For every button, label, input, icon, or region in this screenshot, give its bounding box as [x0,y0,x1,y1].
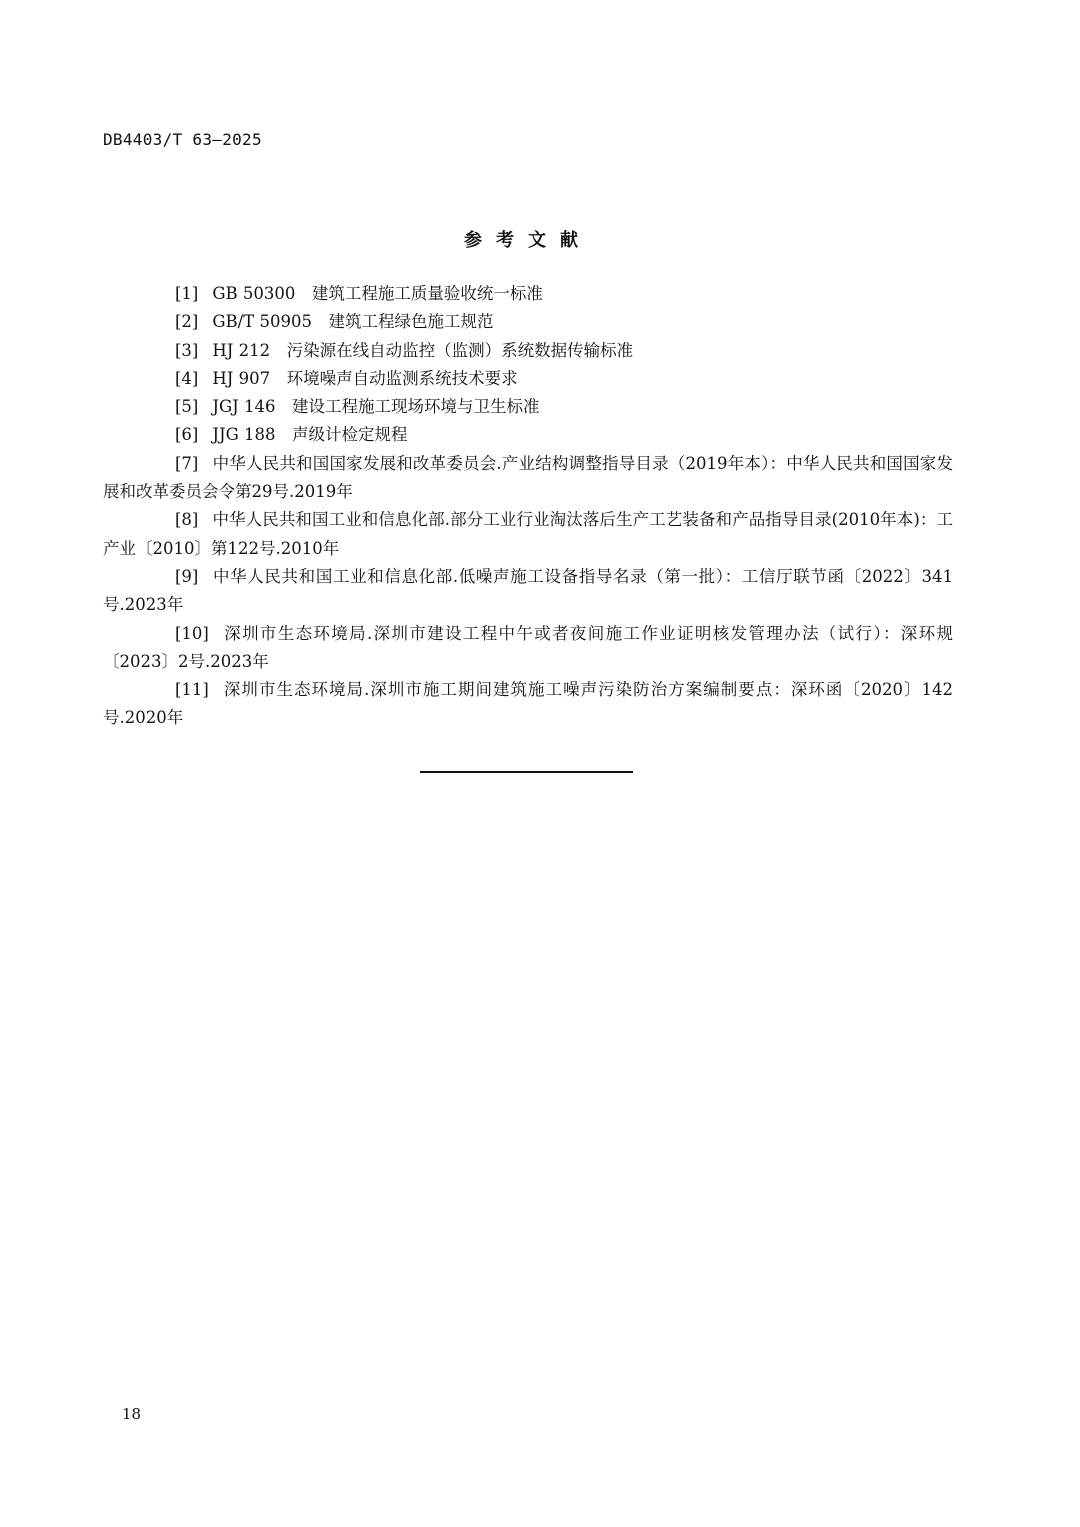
end-rule-divider [420,771,633,773]
reference-item [103,620,953,677]
reference-item [103,506,953,563]
reference-item [103,365,953,393]
reference-text: 中华人民共和国工业和信息化部.低噪声施工设备指导名录（第一批）：工信厅联节函〔2022〕341号.2023年 [103,566,953,615]
reference-text: 中华人民共和国国家发展和改革委员会.产业结构调整指导目录（2019年本）：中华人民共和国国家发展和改革委员会令第29号.2019年 [103,453,953,502]
reference-text: 深圳市生态环境局.深圳市建设工程中午或者夜间施工作业证明核发管理办法（试行）：深环规〔2023〕2号.2023年 [103,623,953,671]
reference-number: [4] [175,368,199,388]
reference-item [103,280,953,308]
reference-number: [5] [175,397,199,417]
reference-number: [9] [175,566,199,586]
reference-item [103,676,953,733]
reference-item [103,450,953,507]
reference-item [103,337,953,365]
standard-number: DB4403/T 63—2025 [103,130,262,149]
reference-text: HJ 907 环境噪声自动监测系统技术要求 [212,368,518,388]
reference-item [103,393,953,421]
reference-number: [8] [175,510,199,530]
reference-number: [6] [175,425,199,445]
reference-text: HJ 212 污染源在线自动监控（监测）系统数据传输标准 [212,340,634,360]
reference-number: [7] [175,453,199,473]
reference-item [103,421,953,449]
page-number: 18 [122,1405,142,1423]
reference-text: 深圳市生态环境局.深圳市施工期间建筑施工噪声污染防治方案编制要点：深环函〔2020〕142号.2020年 [103,680,953,728]
reference-text: GB 50300 建筑工程施工质量验收统一标准 [212,284,543,303]
reference-item [103,308,953,336]
reference-number: [1] [175,284,199,303]
reference-text: GB/T 50905 建筑工程绿色施工规范 [212,312,494,332]
reference-number: [10] [175,623,209,643]
reference-text: 中华人民共和国工业和信息化部.部分工业行业淘汰落后生产工艺装备和产品指导目录(2010年本)：工产业〔2010〕第122号.2010年 [103,510,953,558]
reference-text: JJG 188 声级计检定规程 [212,425,408,445]
reference-number: [11] [175,680,209,700]
reference-number: [3] [175,340,199,360]
reference-number: [2] [175,312,199,332]
section-title: 参考文献 [464,230,592,251]
reference-list [103,280,953,733]
reference-item [103,563,953,620]
reference-text: JGJ 146 建设工程施工现场环境与卫生标准 [212,397,540,417]
